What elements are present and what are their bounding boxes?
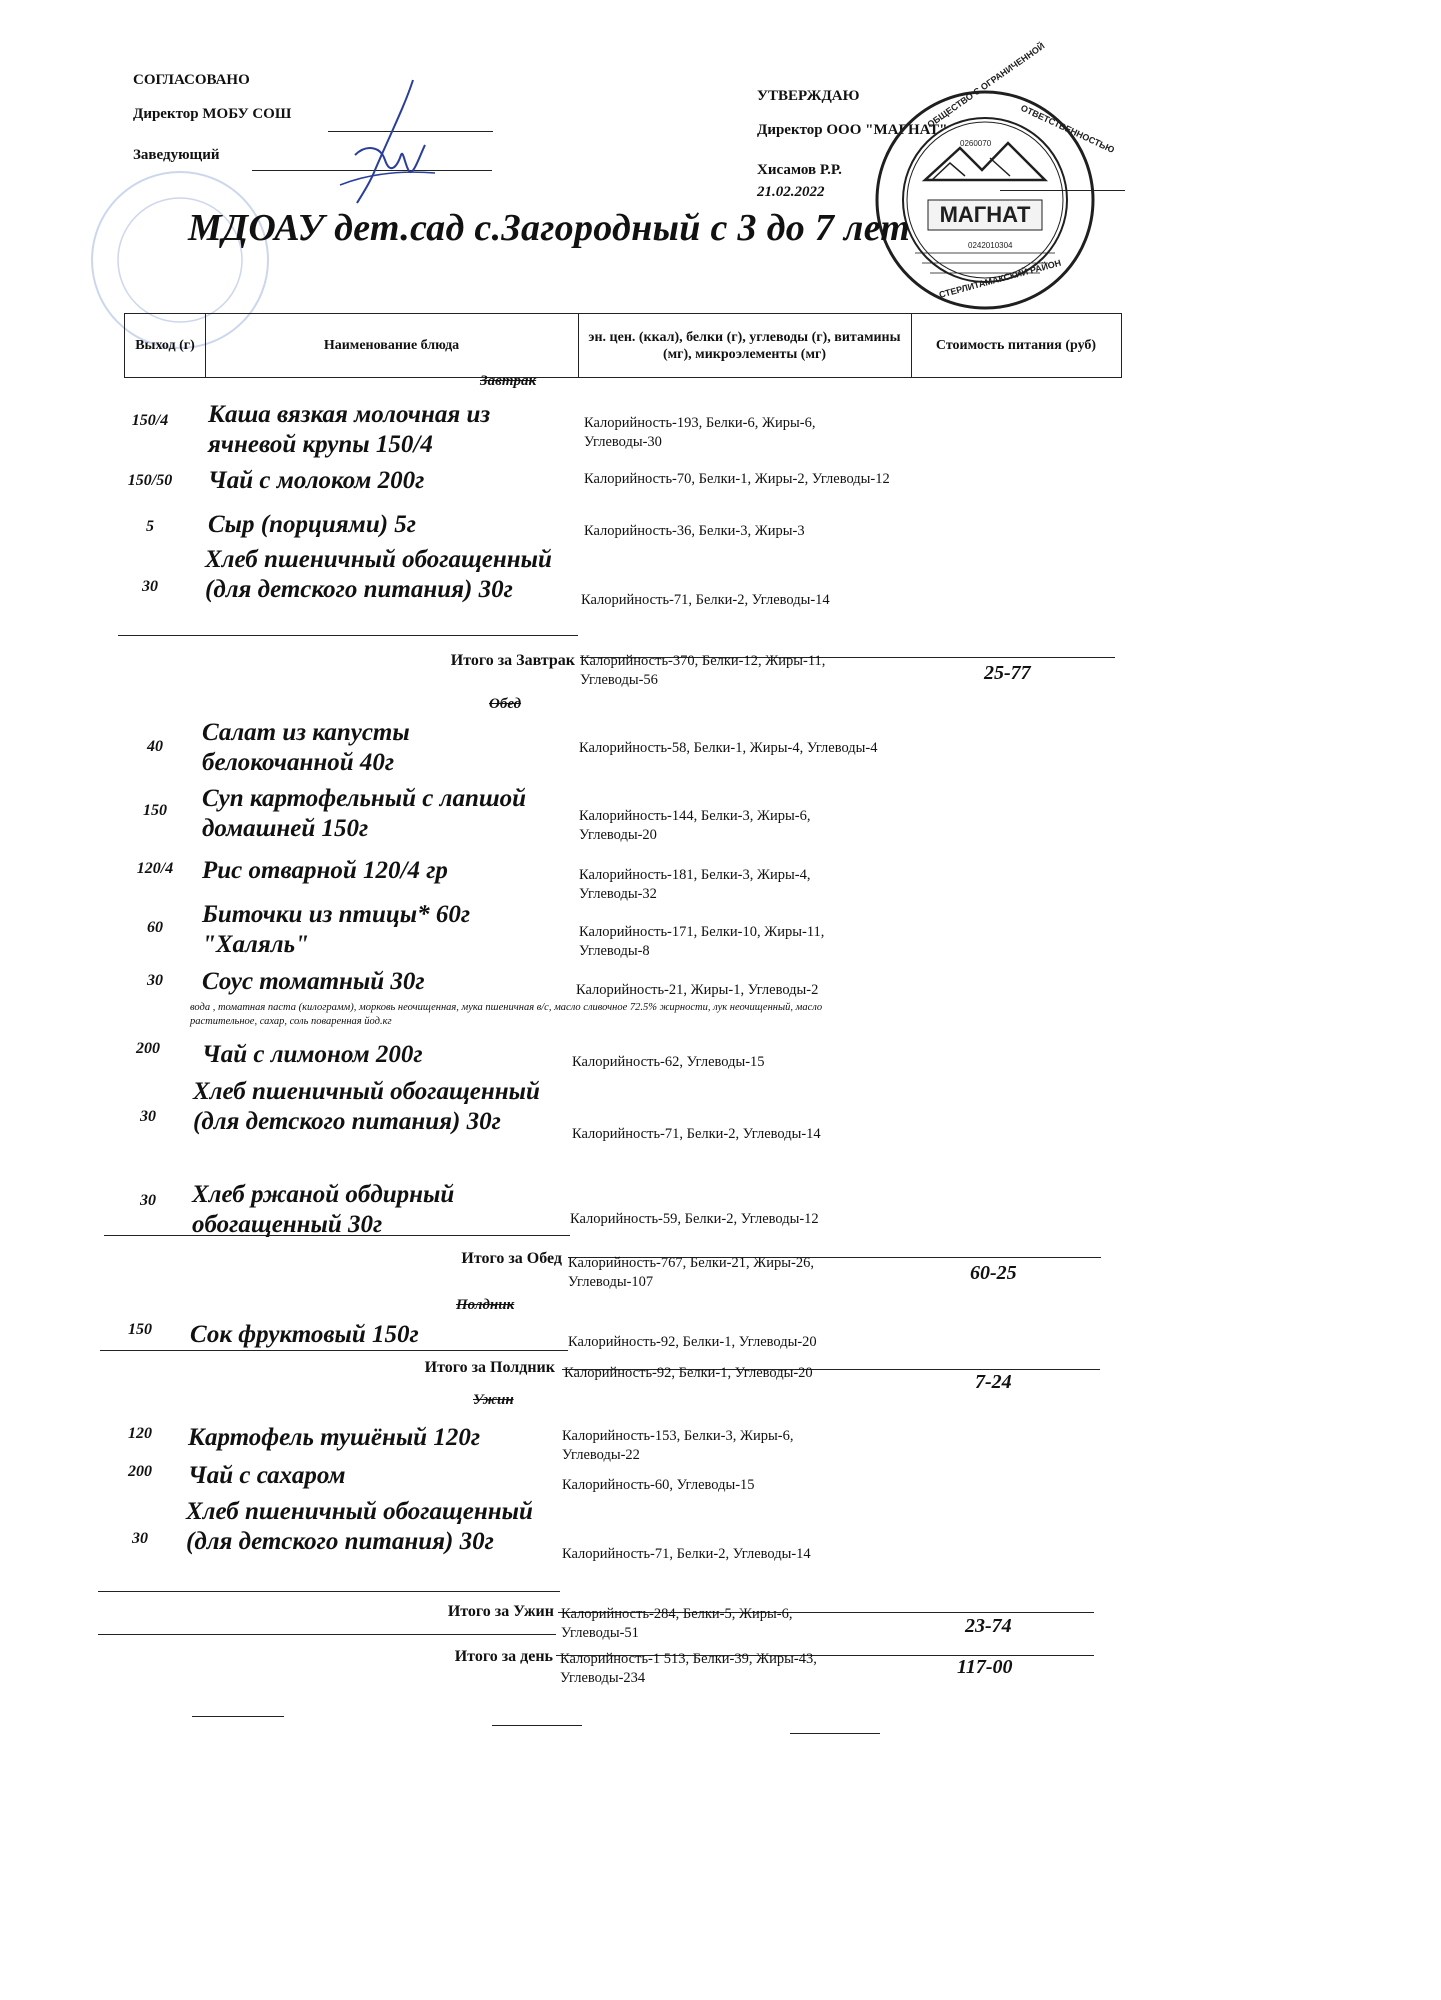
dish-nutrition: Калорийность-60, Углеводы-15 xyxy=(562,1477,755,1493)
row-qty: 200 xyxy=(136,1040,160,1057)
total-cost: 117-00 xyxy=(957,1656,1013,1678)
approval-left-heading: СОГЛАСОВАНО xyxy=(133,72,250,88)
approval-right-line1: Директор ООО "МАГНАТ" xyxy=(757,122,948,138)
dish-name: Сок фруктовый 150г xyxy=(190,1321,419,1348)
svg-text:0242010304: 0242010304 xyxy=(968,241,1013,250)
dish-nutrition: Калорийность-36, Белки-3, Жиры-3 xyxy=(584,523,805,539)
approval-right-name: Хисамов Р.Р. xyxy=(757,162,842,178)
total-label: Итого за Ужин xyxy=(447,1603,554,1620)
dish-name: Каша вязкая молочная из ячневой крупы 150/4 xyxy=(208,401,491,458)
section-title-snack: Полдник xyxy=(456,1297,515,1313)
column-header-name: Наименование блюда xyxy=(205,313,579,378)
dish-name: Чай с сахаром xyxy=(188,1462,346,1489)
total-cost: 60-25 xyxy=(970,1262,1017,1284)
total-nutrition: Калорийность-284, Белки-5, Жиры-6, Углеводы-51 xyxy=(561,1606,793,1641)
dish-name: Хлеб пшеничный обогащенный (для детского питания) 30г xyxy=(205,546,552,603)
signature-line xyxy=(192,1716,284,1717)
approval-right-date: 21.02.2022 xyxy=(757,184,825,200)
row-qty: 120 xyxy=(128,1425,152,1442)
signature-line xyxy=(790,1733,880,1734)
row-qty: 30 xyxy=(140,1108,156,1125)
dish-name: Салат из капусты белокочанной 40г xyxy=(202,719,410,776)
total-nutrition: Калорийность-92, Белки-1, Углеводы-20 xyxy=(564,1365,813,1381)
approval-left-line1: Директор МОБУ СОШ xyxy=(133,106,292,122)
dish-nutrition: Калорийность-181, Белки-3, Жиры-4, Углеводы-32 xyxy=(579,867,811,902)
dish-nutrition: Калорийность-62, Углеводы-15 xyxy=(572,1054,765,1070)
row-divider xyxy=(104,1235,570,1236)
dish-name: Хлеб ржаной обдирный обогащенный 30г xyxy=(192,1181,455,1238)
row-divider xyxy=(118,635,578,636)
row-qty: 30 xyxy=(142,578,158,595)
total-nutrition: Калорийность-1 513, Белки-39, Жиры-43, Углеводы-234 xyxy=(560,1651,817,1686)
row-qty: 5 xyxy=(146,518,154,535)
dish-name: Соус томатный 30г xyxy=(202,968,425,995)
dish-name: Сыр (порциями) 5г xyxy=(208,511,417,538)
svg-text:ОТВЕТСТВЕННОСТЬЮ: ОТВЕТСТВЕННОСТЬЮ xyxy=(1019,102,1117,156)
table-header xyxy=(124,313,1122,378)
dish-name: Хлеб пшеничный обогащенный (для детского питания) 30г xyxy=(186,1498,533,1555)
total-label: Итого за Обед xyxy=(461,1250,562,1267)
signature-line xyxy=(492,1725,582,1726)
dish-name: Рис отварной 120/4 гр xyxy=(202,857,448,884)
dish-nutrition: Калорийность-153, Белки-3, Жиры-6, Углеводы-22 xyxy=(562,1428,794,1463)
dish-nutrition: Калорийность-70, Белки-1, Жиры-2, Углеводы-12 xyxy=(584,471,890,487)
total-nutrition: Калорийность-370, Белки-12, Жиры-11, Углеводы-56 xyxy=(580,653,826,688)
column-header-cost: Стоимость питания (руб) xyxy=(911,313,1122,378)
column-header-qty: Выход (г) xyxy=(124,313,206,378)
row-qty: 30 xyxy=(147,972,163,989)
page-title: МДОАУ дет.сад с.Загородный с 3 до 7 лет xyxy=(188,207,911,249)
total-cost: 25-77 xyxy=(984,662,1031,684)
dish-nutrition: Калорийность-71, Белки-2, Углеводы-14 xyxy=(572,1126,821,1142)
row-qty: 150 xyxy=(143,802,167,819)
dish-nutrition: Калорийность-58, Белки-1, Жиры-4, Углеводы-4 xyxy=(579,740,878,756)
row-divider xyxy=(98,1591,560,1592)
svg-text:ОБЩЕСТВО С ОГРАНИЧЕННОЙ: ОБЩЕСТВО С ОГРАНИЧЕННОЙ xyxy=(925,40,1047,130)
section-title-breakfast: Завтрак xyxy=(480,373,537,389)
sauce-ingredients: вода , томатная паста (килограмм), морковь неочищенная, мука пшеничная в/с, масло сливочное 72.5% жирности, лук неочищенный, масло растительное, сахар, соль поваренная йод.кг xyxy=(190,1002,823,1027)
dish-nutrition: Калорийность-71, Белки-2, Углеводы-14 xyxy=(581,592,830,608)
dish-nutrition: Калорийность-193, Белки-6, Жиры-6, Углеводы-30 xyxy=(584,415,816,450)
svg-text:МАГНАТ: МАГНАТ xyxy=(939,202,1031,227)
dish-nutrition: Калорийность-171, Белки-10, Жиры-11, Углеводы-8 xyxy=(579,924,825,959)
dish-nutrition: Калорийность-21, Жиры-1, Углеводы-2 xyxy=(576,982,819,998)
dish-name: Чай с молоком 200г xyxy=(208,467,425,494)
dish-name: Хлеб пшеничный обогащенный (для детского питания) 30г xyxy=(193,1078,540,1135)
svg-text:0260070: 0260070 xyxy=(960,139,992,148)
row-qty: 40 xyxy=(147,738,163,755)
row-qty: 150 xyxy=(128,1321,152,1338)
row-divider xyxy=(100,1350,568,1351)
section-title-dinner: Ужин xyxy=(473,1392,514,1408)
company-stamp xyxy=(870,40,1117,313)
total-cost: 7-24 xyxy=(975,1371,1012,1393)
total-nutrition: Калорийность-767, Белки-21, Жиры-26, Углеводы-107 xyxy=(568,1255,814,1290)
dish-name: Биточки из птицы* 60г "Халяль" xyxy=(202,901,471,958)
row-qty: 150/50 xyxy=(127,472,173,489)
row-qty: 120/4 xyxy=(136,860,174,877)
dish-nutrition: Калорийность-71, Белки-2, Углеводы-14 xyxy=(562,1546,811,1562)
handwritten-signature xyxy=(335,75,445,215)
total-cost: 23-74 xyxy=(965,1615,1012,1637)
row-qty: 30 xyxy=(132,1530,148,1547)
approval-right-heading: УТВЕРЖДАЮ xyxy=(757,88,860,104)
row-qty: 30 xyxy=(140,1192,156,1209)
section-title-lunch: Обед xyxy=(489,696,522,712)
svg-text:СТЕРЛИТАМАКСКИЙ РАЙОН: СТЕРЛИТАМАКСКИЙ РАЙОН xyxy=(937,257,1063,300)
total-label: Итого за Завтрак xyxy=(450,652,575,669)
approval-left-line2: Заведующий xyxy=(133,147,220,163)
dish-name: Картофель тушёный 120г xyxy=(188,1424,481,1451)
total-label: Итого за день xyxy=(454,1648,553,1665)
dish-name: Чай с лимоном 200г xyxy=(202,1041,423,1068)
dish-nutrition: Калорийность-92, Белки-1, Углеводы-20 xyxy=(568,1334,817,1350)
row-qty: 200 xyxy=(128,1463,152,1480)
row-qty: 60 xyxy=(147,919,163,936)
dish-nutrition: Калорийность-59, Белки-2, Углеводы-12 xyxy=(570,1211,819,1227)
dish-name: Суп картофельный с лапшой домашней 150г xyxy=(202,785,527,842)
column-header-nutrition: эн. цен. (ккал), белки (г), углеводы (г), витамины (мг), микроэлементы (мг) xyxy=(578,313,912,378)
total-line xyxy=(98,1634,556,1635)
total-label: Итого за Полдник xyxy=(424,1359,555,1376)
dish-nutrition: Калорийность-144, Белки-3, Жиры-6, Углеводы-20 xyxy=(579,808,811,843)
row-qty: 150/4 xyxy=(131,412,169,429)
